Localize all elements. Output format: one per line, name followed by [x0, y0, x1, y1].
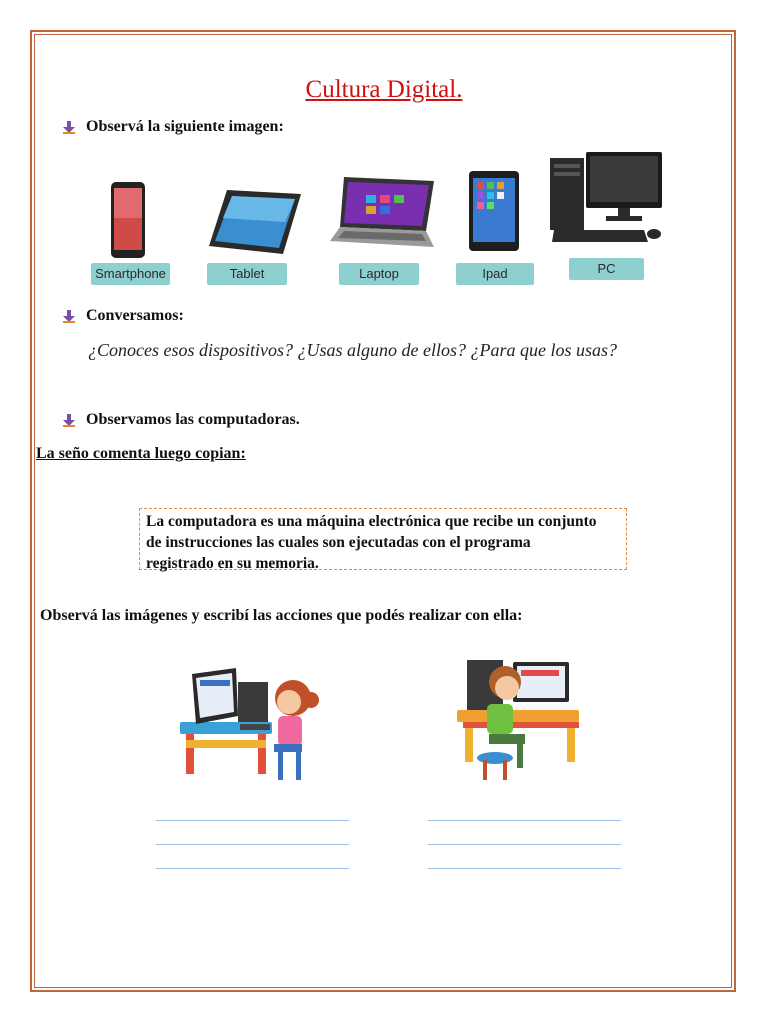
bullet-observe-image: [62, 118, 284, 136]
bullet-label: Observá la siguiente imagen:: [86, 118, 284, 135]
definition-line: La computadora es una máquina electrónica que recibe un conjunto: [146, 513, 597, 530]
definition-line: de instrucciones las cuales son ejecutadas con el programa: [146, 534, 531, 551]
smartphone-icon: [108, 180, 148, 260]
device-label-laptop: Laptop: [339, 263, 419, 285]
bullet-arrow-icon: [62, 309, 76, 323]
ipad-icon: [468, 170, 520, 252]
girl-computer-illustration: [178, 664, 323, 784]
tablet-icon: [205, 188, 305, 256]
writing-line: [428, 844, 621, 845]
bullet-observe-computers: [62, 411, 300, 429]
page-title: Cultura Digital.: [305, 76, 463, 103]
laptop-icon: [330, 175, 438, 255]
writing-line: [428, 820, 621, 821]
discussion-question: ¿Conoces esos dispositivos? ¿Usas alguno de ellos? ¿Para que los usas?: [88, 340, 617, 360]
definition-box: [139, 508, 627, 570]
writing-line: [156, 820, 349, 821]
device-label-smartphone: Smartphone: [91, 263, 170, 285]
writing-line: [428, 868, 621, 869]
boy-computer-illustration: [455, 656, 583, 786]
definition-line: registrado en su memoria.: [146, 555, 319, 572]
device-label-pc: PC: [569, 258, 644, 280]
device-label-tablet: Tablet: [207, 263, 287, 285]
device-label-ipad: Ipad: [456, 263, 534, 285]
bullet-arrow-icon: [62, 413, 76, 427]
bullet-label: Conversamos:: [86, 307, 184, 324]
bullet-conversamos: [62, 307, 184, 325]
writing-line: [156, 844, 349, 845]
bullet-arrow-icon: [62, 120, 76, 134]
bullet-label: Observamos las computadoras.: [86, 411, 300, 428]
note-heading: La seño comenta luego copian:: [36, 445, 246, 462]
pc-icon: [548, 150, 666, 250]
instruction-text: Observá las imágenes y escribí las acciones que podés realizar con ella:: [40, 607, 523, 624]
writing-line: [156, 868, 349, 869]
